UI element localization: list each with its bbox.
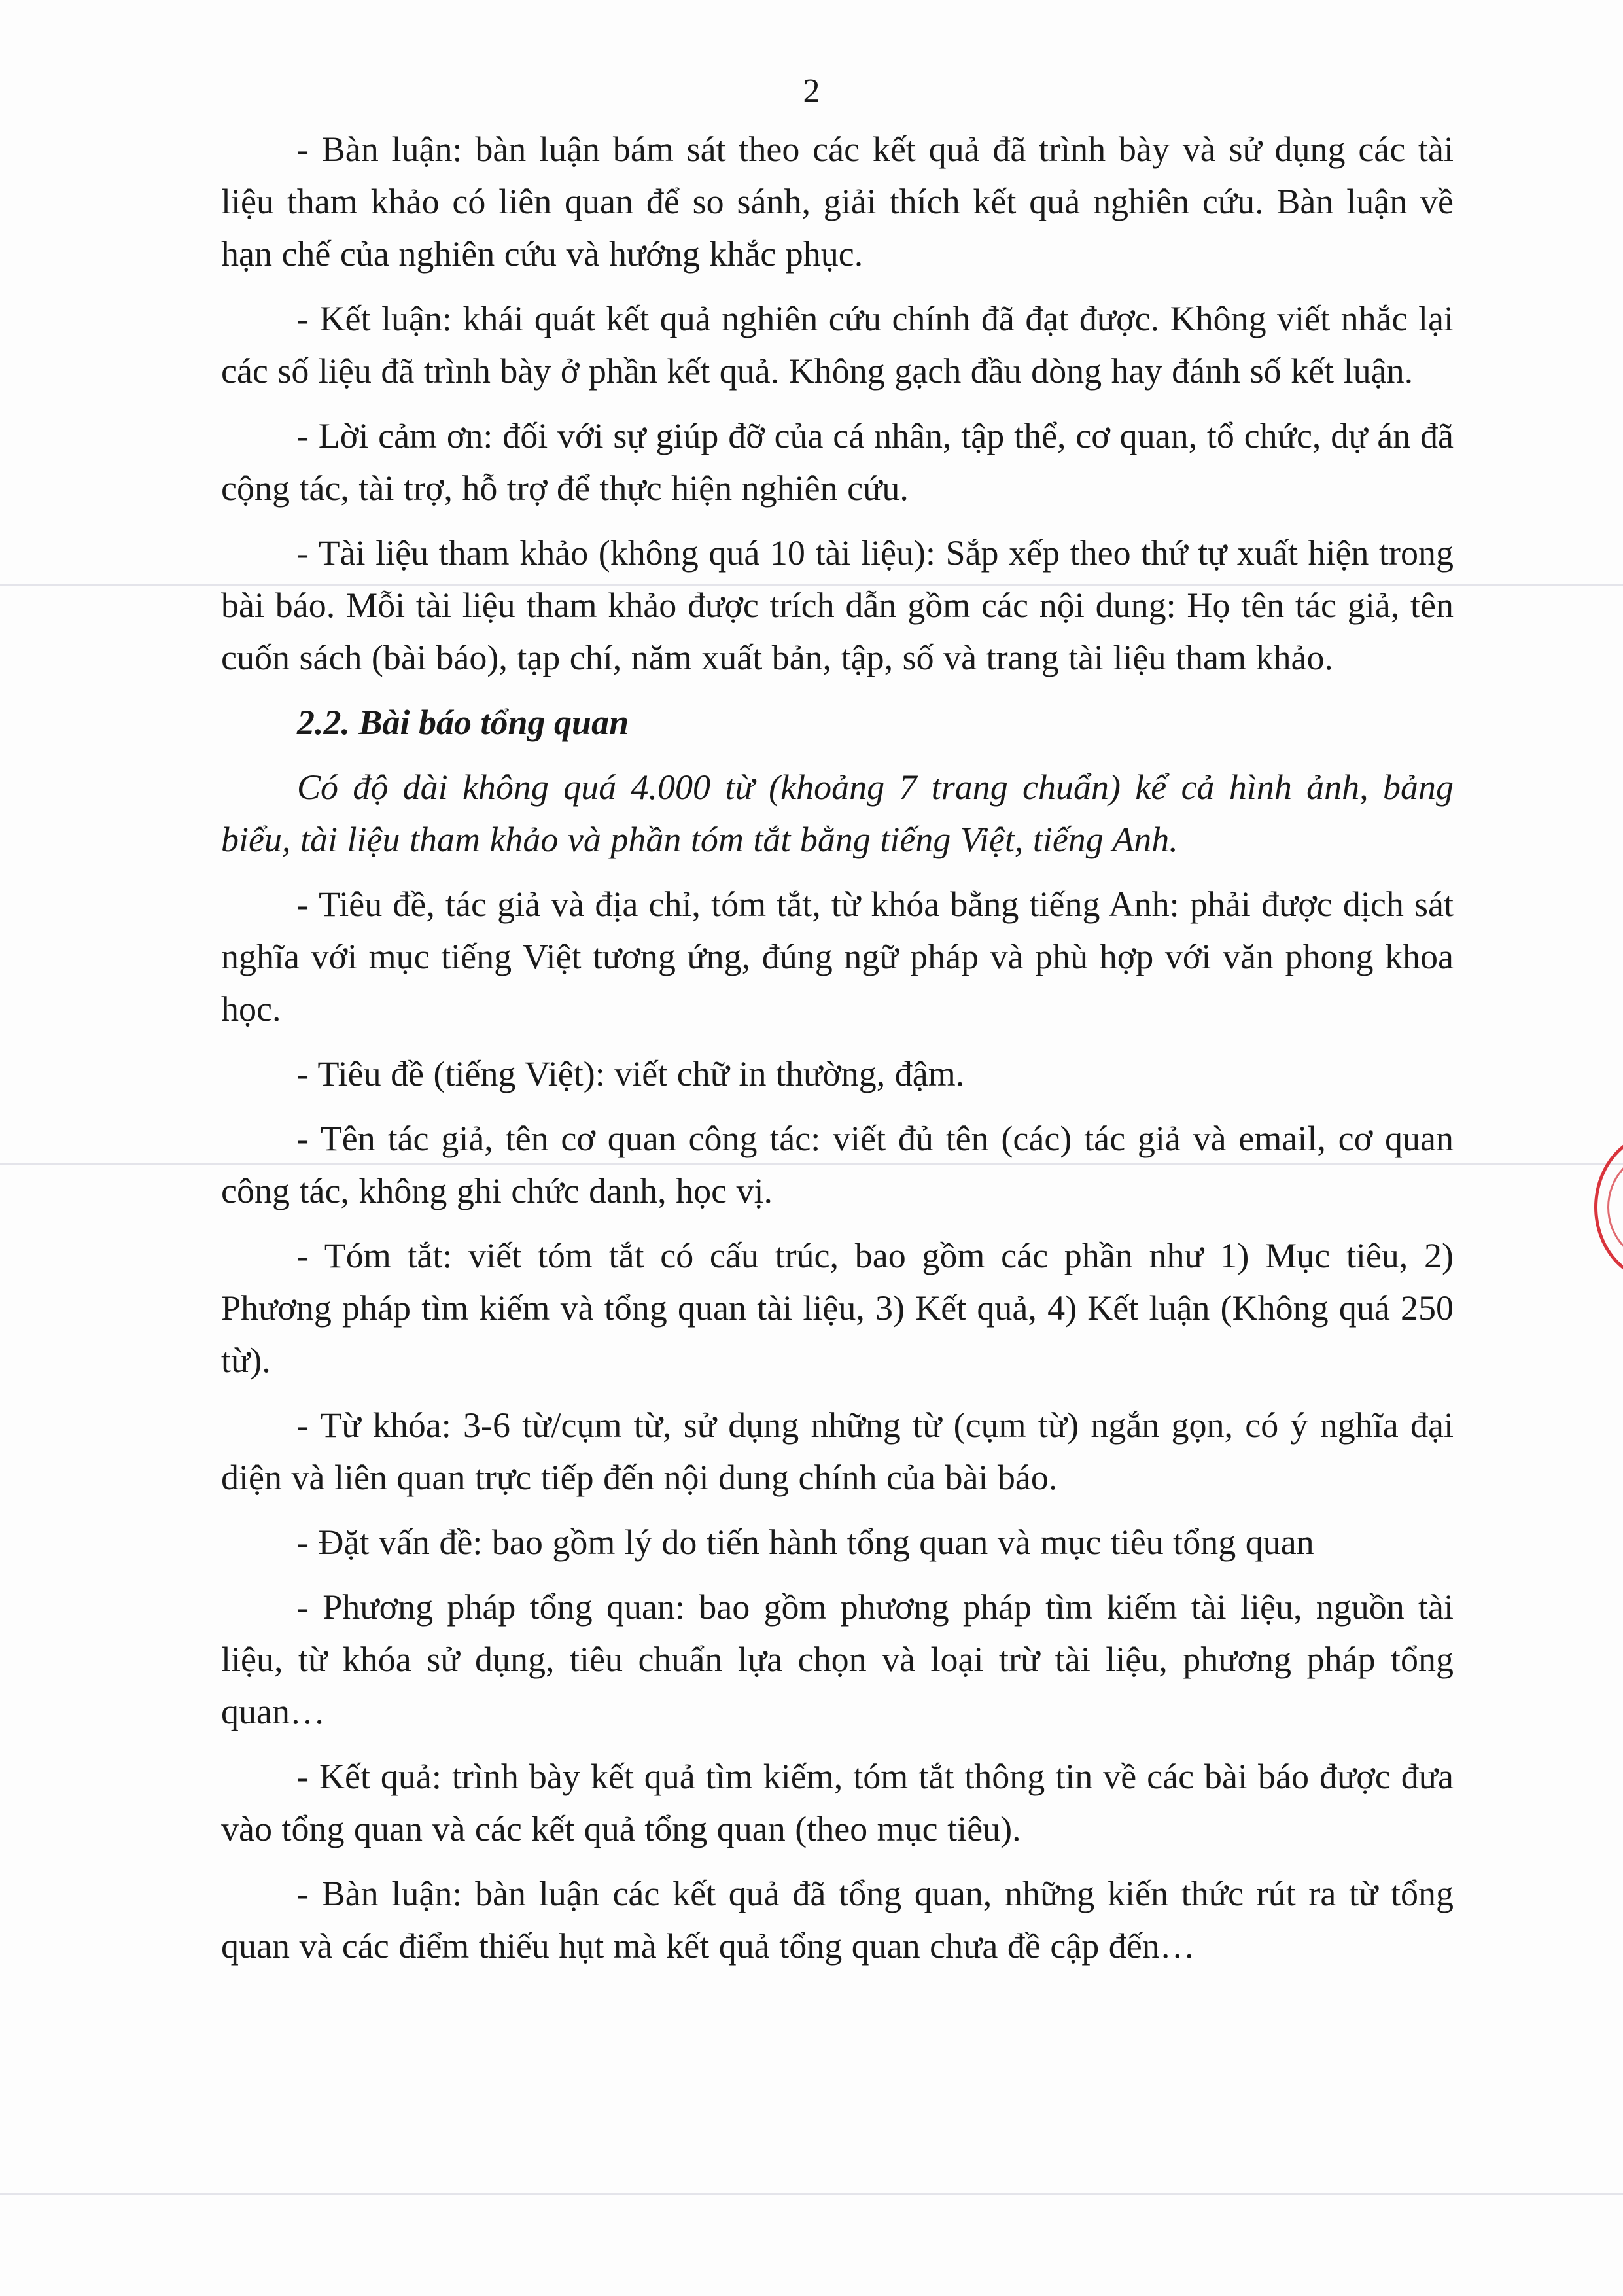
paragraph-ban-luan: - Bàn luận: bàn luận bám sát theo các kết quả đã trình bày và sử dụng các tài liệu tham khảo có liên quan để so sánh, giải thích kết quả nghiên cứu. Bàn luận về hạn chế của nghiên cứu và hướng khắc phục. <box>221 130 1454 274</box>
paragraph-discussion: - Bàn luận: bàn luận các kết quả đã tổng quan, những kiến thức rút ra từ tổng quan và các điểm thiếu hụt mà kết quả tổng quan chưa đề cập đến… <box>221 1874 1454 1966</box>
paragraph-methods: - Phương pháp tổng quan: bao gồm phương pháp tìm kiếm tài liệu, nguồn tài liệu, từ khóa sử dụng, tiêu chuẩn lựa chọn và loại trừ tài liệu, phương pháp tổng quan… <box>221 1587 1454 1731</box>
paragraph-introduction: - Đặt vấn đề: bao gồm lý do tiến hành tổng quan và mục tiêu tổng quan <box>297 1523 1314 1562</box>
paragraph-tai-lieu-tham-khao: - Tài liệu tham khảo (không quá 10 tài liệu): Sắp xếp theo thứ tự xuất hiện trong bài báo. Mỗi tài liệu tham khảo được trích dẫn gồm các nội dung: Họ tên tác giả, tên cuốn sách (bài báo), tạp chí, năm xuất bản, tập, số và trang tài liệu tham khảo. <box>221 533 1454 677</box>
paragraph-results: - Kết quả: trình bày kết quả tìm kiếm, tóm tắt thông tin về các bài báo được đưa vào tổng quan và các kết quả tổng quan (theo mục tiêu). <box>221 1757 1454 1848</box>
paragraph-length-note: Có độ dài không quá 4.000 từ (khoảng 7 trang chuẩn) kể cả hình ảnh, bảng biểu, tài liệu tham khảo và phần tóm tắt bằng tiếng Việt, tiếng Anh. <box>221 768 1454 859</box>
paragraph-english-title: - Tiêu đề, tác giả và địa chỉ, tóm tắt, từ khóa bằng tiếng Anh: phải được dịch sát nghĩa với mục tiếng Việt tương ứng, đúng ngữ pháp và phù hợp với văn phong khoa học. <box>221 885 1454 1029</box>
red-stamp-edge <box>1584 1132 1623 1282</box>
document-body <box>221 123 1454 1985</box>
paragraph-loi-cam-on: - Lời cảm ơn: đối với sự giúp đỡ của cá nhân, tập thể, cơ quan, tổ chức, dự án đã cộng tác, tài trợ, hỗ trợ để thực hiện nghiên cứu. <box>221 416 1454 508</box>
section-heading: 2.2. Bài báo tổng quan <box>297 703 629 742</box>
scan-artifact-line <box>0 2193 1623 2195</box>
paragraph-ket-luan: - Kết luận: khái quát kết quả nghiên cứu chính đã đạt được. Không viết nhắc lại các số liệu đã trình bày ở phần kết quả. Không gạch đầu dòng hay đánh số kết luận. <box>221 299 1454 391</box>
paragraph-keywords: - Từ khóa: 3-6 từ/cụm từ, sử dụng những từ (cụm từ) ngắn gọn, có ý nghĩa đại diện và liên quan trực tiếp đến nội dung chính của bài báo. <box>221 1405 1454 1497</box>
paragraph-abstract: - Tóm tắt: viết tóm tắt có cấu trúc, bao gồm các phần như 1) Mục tiêu, 2) Phương pháp tìm kiếm và tổng quan tài liệu, 3) Kết quả, 4) Kết luận (Không quá 250 từ). <box>221 1236 1454 1380</box>
paragraph-authors: - Tên tác giả, tên cơ quan công tác: viết đủ tên (các) tác giả và email, cơ quan công tác, không ghi chức danh, học vị. <box>221 1119 1454 1210</box>
paragraph-vietnamese-title: - Tiêu đề (tiếng Việt): viết chữ in thường, đậm. <box>297 1054 965 1093</box>
page-number: 2 <box>803 73 820 110</box>
